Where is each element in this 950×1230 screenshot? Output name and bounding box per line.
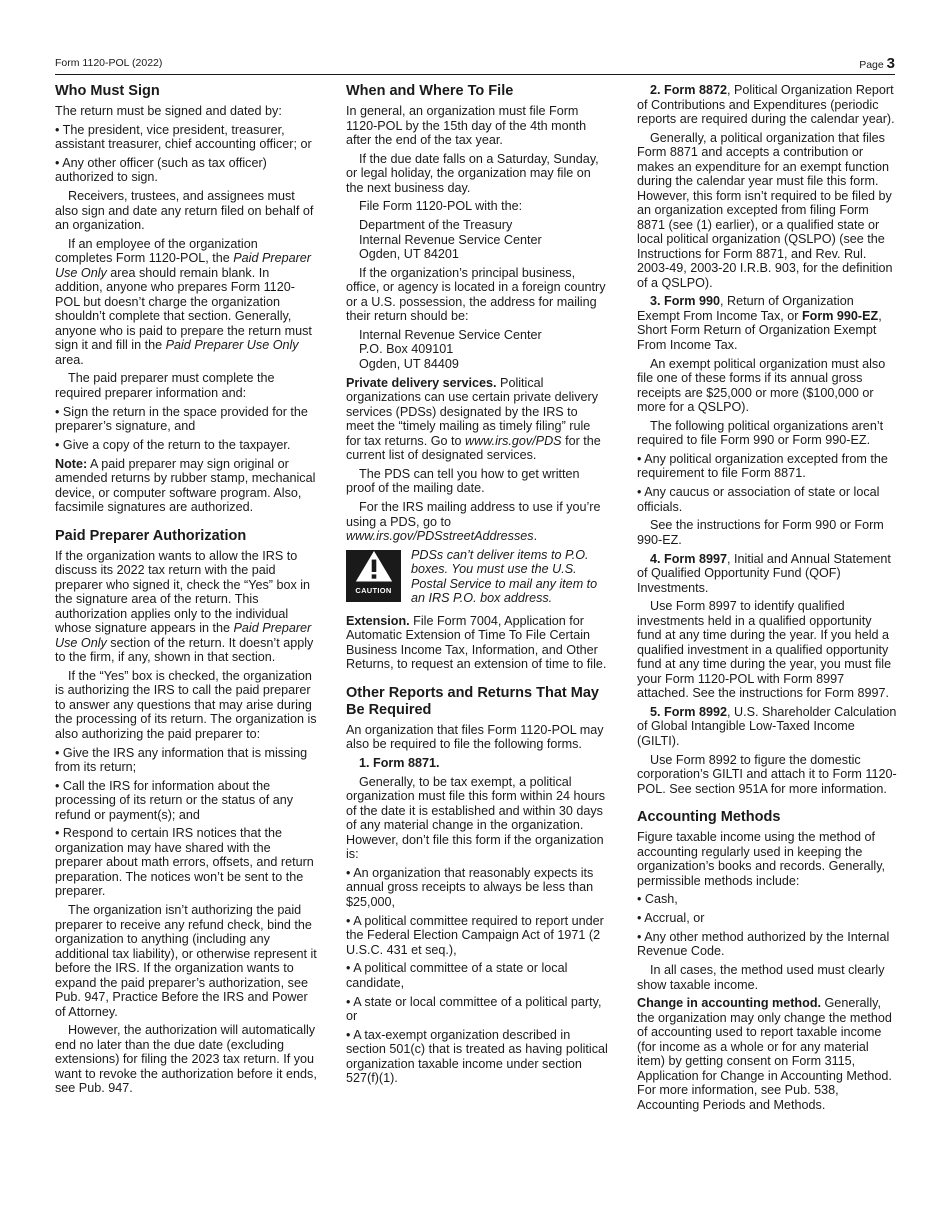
bullet-item: • A tax-exempt organization described in section 501(c) that is treated as having political organization taxable income under section 527(f)(1).	[346, 1027, 608, 1086]
bullet-item: • Accrual, or	[637, 911, 705, 926]
bullet-item: • Give the IRS any information that is missing from its return;	[55, 745, 308, 775]
paragraph: Generally, a political organization that files Form 8871 and accepts a contribution or makes an expenditure for an exempt function during the calendar year must file this form. However, this form isn’t required to be filed by an organization excepted from filing Form 8871 (see (1) earlier), or a qualified state or local political organization (QSLPO) (see the Instructions for Form 8871, and Rev. Rul. 2003-49, 2003-20 I.R.B. 903, for the definition of a QSLPO).	[637, 130, 893, 290]
paragraph: Figure taxable income using the method of accounting regularly used in keeping the organization’s books and records. Generally, permissible methods include:	[637, 830, 886, 888]
paragraph: However, the authorization will automatically end no later than the due date (excluding extensions) for filing the 2023 tax return. If you want to revoke the authorization before it ends, see Pub. 947.	[55, 1023, 317, 1096]
form-label: Form 1120-POL (2022)	[55, 57, 163, 69]
heading-who-must-sign: Who Must Sign	[55, 83, 160, 99]
bullet-item: • Sign the return in the space provided for the preparer’s signature, and	[55, 404, 308, 434]
pds-addresses-link[interactable]: www.irs.gov/PDSstreetAddresses	[346, 529, 534, 543]
bullet-item: • Respond to certain IRS notices that the organization may have shared with the preparer about math errors, offsets, and return preparation. The notices won’t be sent to the preparer.	[55, 826, 314, 899]
heading-other-reports: Other Reports and Returns That May Be Required	[346, 684, 599, 718]
address-block: Internal Revenue Service Center P.O. Box 409101 Ogden, UT 84409	[359, 327, 542, 371]
bullet-item: • Any caucus or association of state or local officials.	[637, 485, 880, 514]
column-3	[637, 83, 899, 1116]
pds-paragraph: Private delivery services. Political organizations can use certain private delivery services (PDSs) designated by the IRS to meet the “timely mailing as timely filing” rule for tax returns. Go to www.irs.gov/PDS for the current list of designated services.	[346, 375, 601, 463]
form-8992-paragraph: 5. Form 8992, U.S. Shareholder Calculation of Global Intangible Low-Taxed Income (GILTI).	[637, 704, 897, 748]
bullet-item: • Cash,	[637, 892, 678, 907]
bullet-item: • Call the IRS for information about the processing of its return or the status of any refund or payment(s); and	[55, 778, 294, 822]
heading-paid-preparer-authorization: Paid Preparer Authorization	[55, 527, 247, 544]
caution-icon	[346, 550, 401, 602]
bullet-item: • Any other method authorized by the Internal Revenue Code.	[637, 929, 890, 959]
paragraph: For the IRS mailing address to use if you’re using a PDS, go to www.irs.gov/PDSstreetAddresses.	[346, 500, 601, 543]
form-990-paragraph: 3. Form 990, Return of Organization Exempt From Income Tax, or Form 990-EZ, Short Form Return of Organization Exempt From Income Tax.	[637, 294, 882, 352]
caution-note	[346, 548, 608, 606]
paragraph: In all cases, the method used must clearly show taxable income.	[637, 963, 885, 992]
paragraph: The paid preparer must complete the required preparer information and:	[55, 371, 275, 400]
heading-accounting-methods: Accounting Methods	[637, 809, 781, 826]
form-item-heading: 1. Form 8871.	[359, 756, 440, 771]
bullet-item: • A political committee required to report under the Federal Election Campaign Act of 1971 (2 U.S.C. 431 et seq.),	[346, 913, 604, 957]
paragraph: If an employee of the organization completes Form 1120-POL, the Paid Preparer Use Only area should remain blank. In addition, anyone who prepares Form 1120-POL but doesn’t charge the organization shouldn’t complete that section. Generally, anyone who is paid to prepare the return must sign it and fill in the Paid Preparer Use Only area.	[55, 236, 312, 367]
form-8872-paragraph: 2. Form 8872, Political Organization Report of Contributions and Expenditures (periodic reports are required during the calendar year).	[637, 83, 895, 126]
paragraph: The return must be signed and dated by:	[55, 104, 282, 118]
paragraph: In general, an organization must file Form 1120-POL by the 15th day of the 4th month after the end of the tax year.	[346, 104, 587, 147]
pds-link[interactable]: www.irs.gov/PDS	[465, 433, 562, 448]
paragraph: If the due date falls on a Saturday, Sunday, or legal holiday, the organization may file on the next business day.	[346, 151, 599, 195]
paragraph: The organization isn’t authorizing the paid preparer to receive any refund check, bind the organization to anything (including any additional tax liability), or otherwise represent it before the IRS. If the organization wants to expand the paid preparer’s authorization, see Pub. 947, Practice Before the IRS and Power of Attorney.	[55, 903, 317, 1019]
paragraph: If the organization wants to allow the IRS to discuss its 2022 tax return with the paid preparer who signed it, check the “Yes” box in the signature area of the return. This authorization applies only to the individual whose signature appears in the Paid Preparer Use Only section of the return. It doesn’t apply to the firm, if any, shown in that section.	[55, 548, 314, 665]
paragraph: Use Form 8997 to identify qualified investments held in a qualified opportunity fund at any time during the year. If you held a qualified investment in a qualified opportunity fund at any time during the year, you must file your Form 1120-POL with Form 8997 attached. See the instructions for Form 8997.	[637, 599, 892, 701]
bullet-item: • A political committee of a state or local candidate,	[346, 961, 568, 990]
bullet-item: • A state or local committee of a political party, or	[346, 994, 602, 1023]
bullet-item: • Any other officer (such as tax officer) authorized to sign.	[55, 155, 267, 185]
extension-paragraph: Extension. File Form 7004, Application for Automatic Extension of Time To File Certain Business Income Tax, Information, and Other Returns, to request an extension of time to file.	[346, 613, 607, 672]
paragraph: Use Form 8992 to figure the domestic corporation’s GILTI and attach it to Form 1120-POL. See section 951A for more information.	[637, 752, 897, 796]
form-8997-paragraph: 4. Form 8997, Initial and Annual Statement of Qualified Opportunity Fund (QOF) Investments.	[637, 551, 891, 595]
paragraph: The following political organizations aren’t required to file Form 990 or Form 990-EZ.	[637, 418, 884, 448]
paragraph: Receivers, trustees, and assignees must also sign and date any return filed on behalf of an organization.	[55, 189, 314, 233]
address-block: Department of the Treasury Internal Revenue Service Center Ogden, UT 84201	[359, 218, 542, 262]
column-1	[55, 83, 317, 1100]
bullet-item: • Any political organization excepted from the requirement to file Form 8871.	[637, 451, 888, 481]
heading-when-where-to-file: When and Where To File	[346, 83, 514, 99]
column-2	[346, 83, 608, 1090]
paragraph: An organization that files Form 1120-POL may also be required to file the following forms.	[346, 722, 604, 752]
bullet-item: • An organization that reasonably expects its annual gross receipts to always be less than $25,000,	[346, 865, 594, 909]
bullet-item: • The president, vice president, treasurer, assistant treasurer, chief accounting officer; or	[55, 122, 312, 152]
paragraph: An exempt political organization must also file one of these forms if its annual gross receipts are $25,000 or more ($100,000 or more for a QSLPO).	[637, 356, 886, 415]
paragraph: See the instructions for Form 990 or Form 990-EZ.	[637, 518, 884, 547]
page-header	[55, 55, 895, 75]
bullet-item: • Give a copy of the return to the taxpayer.	[55, 437, 291, 452]
caution-text: PDSs can’t deliver items to P.O. boxes. You must use the U.S. Postal Service to mail any item to an IRS P.O. box address.	[411, 547, 598, 606]
caution-label: CAUTION	[355, 586, 392, 596]
page-number: Page 3	[859, 55, 895, 72]
note-paragraph: Note: A paid preparer may sign original or amended returns by rubber stamp, mechanical device, or computer software program. Also, facsimile signatures are authorized.	[55, 456, 316, 514]
paragraph: If the organization’s principal business, office, or agency is located in a foreign country or a U.S. possession, the address for mailing their return should be:	[346, 265, 606, 324]
paragraph: Generally, to be tax exempt, a political organization must file this form within 24 hours of the date it is established and within 30 days of any material change in the organization. However, don’t file this form if the organization is:	[346, 774, 605, 862]
paragraph: File Form 1120-POL with the:	[359, 199, 523, 214]
paragraph: If the “Yes” box is checked, the organization is authorizing the IRS to call the paid preparer to answer any questions that may arise during the processing of its return. The organization is also authorizing the paid preparer to:	[55, 668, 317, 741]
paragraph: The PDS can tell you how to get written proof of the mailing date.	[346, 466, 580, 496]
change-method-paragraph: Change in accounting method. Generally, the organization may only change the method of accounting used to report taxable income (for income as a whole or for any material item) by getting consent on Form 3115, Application for Change in Accounting Method. For more information, see Pub. 538, Accounting Periods and Methods.	[637, 996, 892, 1112]
